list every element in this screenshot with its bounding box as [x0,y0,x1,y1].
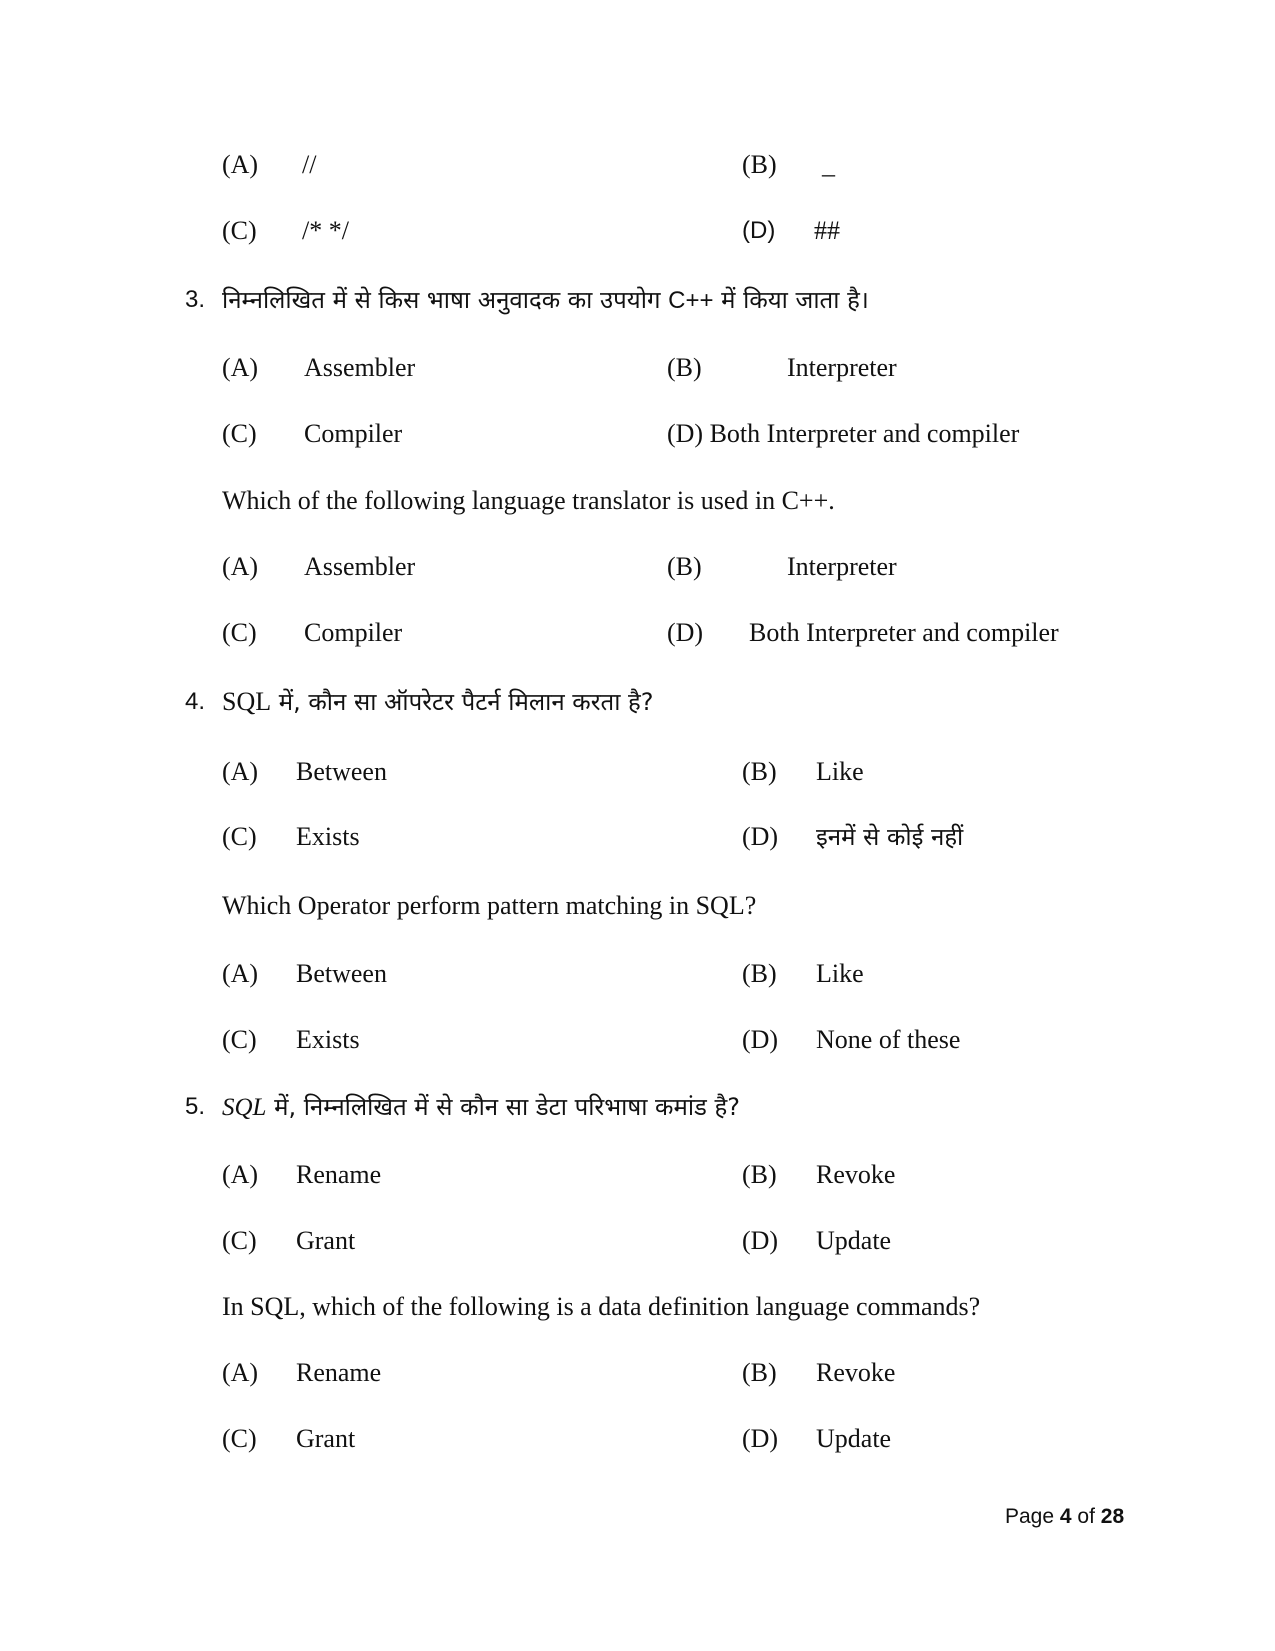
q3-en-option-b-text: Interpreter [787,552,897,581]
q4-hi-option-d-text: इनमें से कोई नहीं [816,823,964,851]
q5-en-option-c-label: (C) [222,1424,257,1453]
q4-hindi-question [0,682,1275,722]
q3-en-option-c-label: (C) [222,618,257,647]
q3-number: 3. [185,286,206,313]
footer-total-pages: 28 [1100,1505,1125,1528]
q3-english-question [0,481,1275,521]
q5-hindi-text [222,1087,740,1128]
q2-option-b-label: (B) [742,150,777,179]
q4-hi-option-a-text: Between [296,757,387,786]
q4-hindi-prefix: SQL [222,687,272,716]
q2-option-a-label: (A) [222,150,259,179]
q5-english-text: In SQL, which of the following is a data definition language commands? [222,1292,981,1321]
q5-hindi-main: में, निम्नलिखित में से कौन सा डेटा परिभाषा कमांड है? [274,1093,741,1121]
q4-hi-options-row-2 [0,817,1275,857]
q4-hindi-text [222,682,654,722]
q5-hi-option-c-text: Grant [296,1226,356,1255]
q4-english-question [0,886,1275,926]
q3-en-option-a-text: Assembler [304,552,416,581]
q4-en-option-c-text: Exists [296,1025,360,1054]
q4-en-option-a-label: (A) [222,959,259,988]
q5-en-option-b-label: (B) [742,1358,777,1387]
q4-en-option-d-text: None of these [816,1025,961,1054]
q2-option-c-label: (C) [222,216,257,245]
footer-of: of [1077,1505,1095,1528]
q2-options-row-2 [0,211,1275,251]
footer-current-page: 4 [1059,1505,1072,1528]
q3-hi-option-a-label: (A) [222,353,259,382]
q4-en-option-b-text: Like [816,959,864,988]
q2-option-a-text: // [302,150,317,179]
q5-hi-option-b-label: (B) [742,1160,777,1189]
q4-en-option-c-label: (C) [222,1025,257,1054]
q4-hi-option-c-text: Exists [296,822,360,851]
q5-english-question [0,1287,1275,1327]
q4-hi-option-c-label: (C) [222,822,257,851]
q4-en-option-d-label: (D) [742,1025,779,1054]
q4-english-text: Which Operator perform pattern matching in SQL? [222,891,757,920]
q2-option-d-label: (D) [742,217,776,244]
q5-hi-option-a-text: Rename [296,1160,382,1189]
q4-hi-option-a-label: (A) [222,757,259,786]
q2-option-c-text: /* */ [302,216,349,245]
q3-hindi-text [222,280,869,321]
q3-en-option-b-label: (B) [667,552,702,581]
q5-en-option-b-text: Revoke [816,1358,896,1387]
q3-en-option-a-label: (A) [222,552,259,581]
q3-hindi-main: निम्नलिखित में से किस भाषा अनुवादक का उपयोग [222,286,661,314]
q2-options-row-1 [0,145,1275,185]
q5-hi-option-b-text: Revoke [816,1160,896,1189]
q5-hindi-prefix: SQL [222,1094,267,1121]
q3-hi-options-row-2 [0,414,1275,454]
q3-hi-option-d-text: (D) Both Interpreter and compiler [667,419,1020,448]
q4-hi-option-d-label: (D) [742,822,779,851]
q4-en-option-a-text: Between [296,959,387,988]
q4-hi-options-row-1 [0,752,1275,792]
q5-hi-options-row-2 [0,1221,1275,1261]
q3-english-text: Which of the following language translator is used in C++. [222,486,835,515]
q4-en-options-row-2 [0,1020,1275,1060]
q5-hi-option-d-text: Update [816,1226,892,1255]
q3-en-options-row-1 [0,547,1275,587]
q5-hi-option-d-label: (D) [742,1226,779,1255]
q4-hi-option-b-label: (B) [742,757,777,786]
q2-option-d-text: ## [814,216,840,245]
q5-en-options-row-2 [0,1419,1275,1459]
q3-en-option-d-label: (D) [667,618,704,647]
footer-prefix: Page [1005,1505,1055,1528]
q3-hindi-question [0,280,1275,320]
q5-number: 5. [185,1093,206,1120]
q5-en-option-d-label: (D) [742,1424,779,1453]
q2-option-b-text: _ [822,150,835,179]
q5-en-option-c-text: Grant [296,1424,356,1453]
q4-hi-option-b-text: Like [816,757,864,786]
q3-hindi-code: C++ [668,287,714,314]
q3-hi-options-row-1 [0,348,1275,388]
q5-hindi-question [0,1087,1275,1127]
q5-en-option-a-label: (A) [222,1358,259,1387]
q5-hi-option-c-label: (C) [222,1226,257,1255]
q3-hi-option-b-text: Interpreter [787,353,897,382]
q4-hindi-main: में, कौन सा ऑपरेटर पैटर्न मिलान करता है? [278,688,654,716]
q3-en-option-d-text: Both Interpreter and compiler [749,618,1059,647]
q5-hi-options-row-1 [0,1155,1275,1195]
q3-en-options-row-2 [0,613,1275,653]
q4-en-option-b-label: (B) [742,959,777,988]
q3-hi-option-c-text: Compiler [304,419,403,448]
q3-hi-option-c-label: (C) [222,419,257,448]
q4-number: 4. [185,688,206,715]
q5-en-option-d-text: Update [816,1424,892,1453]
q5-en-options-row-1 [0,1353,1275,1393]
q3-hi-option-a-text: Assembler [304,353,416,382]
page-footer [1005,1505,1124,1529]
q3-en-option-c-text: Compiler [304,618,403,647]
q3-hindi-tail: में किया जाता है। [721,286,869,314]
q4-en-options-row-1 [0,954,1275,994]
q5-hi-option-a-label: (A) [222,1160,259,1189]
q3-hi-option-b-label: (B) [667,353,702,382]
q5-en-option-a-text: Rename [296,1358,382,1387]
